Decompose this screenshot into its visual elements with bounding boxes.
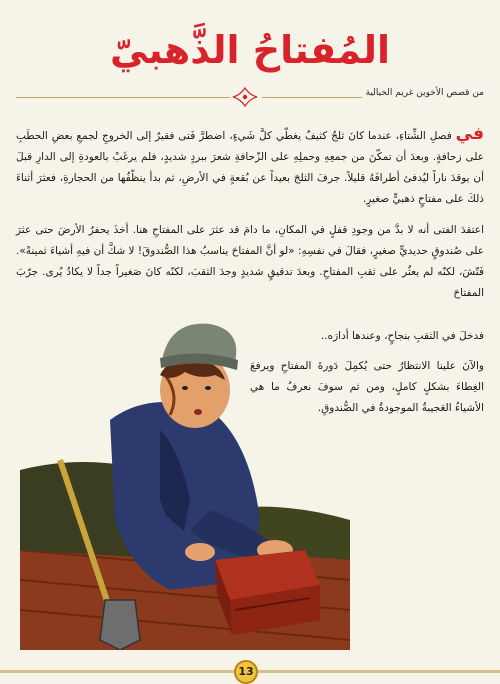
page-title: المُفتاحُ الذَّهبيّ	[109, 28, 391, 72]
page-number: 13	[234, 660, 258, 684]
story-source: من قصص الأخوين غريم الخيالية	[362, 88, 484, 98]
drop-cap: في	[455, 124, 484, 144]
illustration-boy-with-chest	[20, 320, 350, 650]
divider-left	[16, 97, 230, 98]
paragraph-4: والآنَ علينا الانتظارُ حتى يُكمِلَ دَورةَ المفتاحِ ويرفعَ الغِطاءَ بشكلٍ كاملٍ، ومن ثم سوفَ نعرفُ ما هي الأشياءُ العَجيبةُ الموجودةُ في الصُّندوقِ.	[250, 360, 484, 414]
paragraph-2: اعتقدَ الفتى أنه لا بدَّ من وجودِ قفلٍ في المكانِ، ما دامَ قد عثرَ على المفتاحِ هنا. أخذَ يحفرُ الأرضَ حتى عثرَ على صُندوقٍ حديديٍّ صغيرٍ، فقالَ في نفسِهِ: «لو أنَّ المفتاحَ يناسبُ هذا الصُّندوقَ! لا شكَّ أن فيهِ أشياءَ ثمينةً». فَتّشَ، لكنّه لم يعثُر على ثقبِ المفتاحِ. وبعدَ تدقيقٍ شديدٍ وجدَ الثقبَ، لكنّه كانَ صَغيراً جداً لا يكادُ يُرى. جرّبَ المفتاحَ	[16, 224, 484, 299]
paragraph-3: فدخلَ في الثقبِ بنجاحٍ، وعندها أدارَه..	[320, 330, 484, 342]
paragraph-1-text: فصلِ الشِّتاءِ، عندما كانَ ثلجٌ كثيفٌ يغطّي كلَّ شَيءٍ، اضطرَّ فَتى فقيرٌ إلى الخروجِ لجمعِ بعضِ الحطَبِ على زحافةٍ. وبعدَ أن تمكّنَ من جمعِهِ وحملِهِ على الزّحافةِ شعرَ ببردٍ شديدٍ، فلم يرغَبْ بالعودةِ إلى الدارِ قبلَ أن يوقدَ ناراً ليُدفئ أطرافَهُ قليلاً. جرفَ الثلجَ بعيداً عن بُقعةٍ في الأرضِ، ثم بدأ ينظّفُها من الحجارةِ، فعثرَ أثناءَ ذلكَ على مفتاحٍ ذهبيٍّ صغيرٍ.	[16, 130, 484, 205]
paragraph-1	[16, 124, 484, 210]
flourish-ornament-icon	[231, 86, 259, 108]
